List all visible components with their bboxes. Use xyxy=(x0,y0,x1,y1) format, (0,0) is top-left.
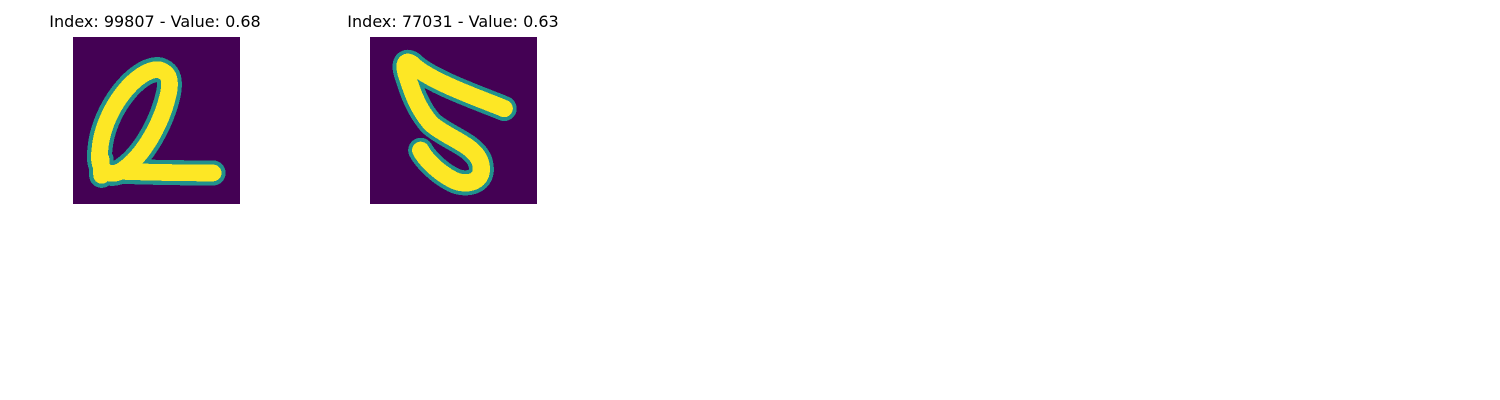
panel-2-title: Index: 77031 - Value: 0.63 xyxy=(347,12,559,31)
panel-1-title: Index: 99807 - Value: 0.68 xyxy=(49,12,261,31)
panel-2-digit-image xyxy=(370,37,537,204)
panel-1-digit-image xyxy=(73,37,240,204)
